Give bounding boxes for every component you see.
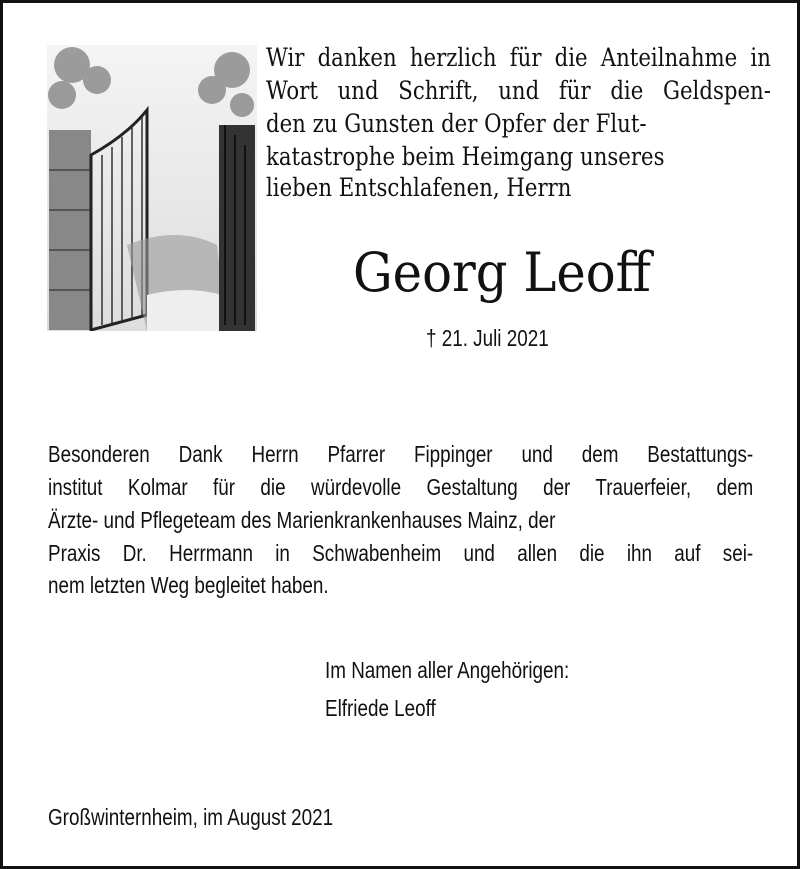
place-and-date: Großwinternheim, im August 2021	[48, 804, 334, 830]
intro-line: den zu Gunsten der Opfer der Flut-	[266, 109, 647, 138]
deceased-name: Georg Leoff	[353, 241, 651, 304]
body-line: nem letzten Weg begleitet haben.	[48, 572, 329, 598]
signature-name: Elfriede Leoff	[325, 695, 436, 721]
body-line: Besonderen Dank Herrn Pfarrer Fippinger und dem Bestattungs-	[48, 441, 754, 467]
body-line: Ärzte- und Pflegeteam des Marienkrankenhauses Mainz, der	[48, 507, 556, 533]
garden-gate-illustration	[47, 45, 257, 331]
body-line: Praxis Dr. Herrmann in Schwabenheim und allen die ihn auf sei-	[48, 540, 754, 566]
intro-line: katastrophe beim Heimgang unseres	[266, 142, 665, 171]
death-date: † 21. Juli 2021	[426, 325, 549, 351]
intro-line: Wir danken herzlich für die Anteilnahme in	[266, 43, 771, 72]
body-line: institut Kolmar für die würdevolle Gestaltung der Trauerfeier, dem	[48, 474, 754, 500]
intro-line: Wort und Schrift, und für die Geldspen-	[266, 76, 771, 105]
intro-line: lieben Entschlafenen, Herrn	[266, 173, 572, 202]
signature-intro: Im Namen aller Angehörigen:	[325, 657, 570, 683]
